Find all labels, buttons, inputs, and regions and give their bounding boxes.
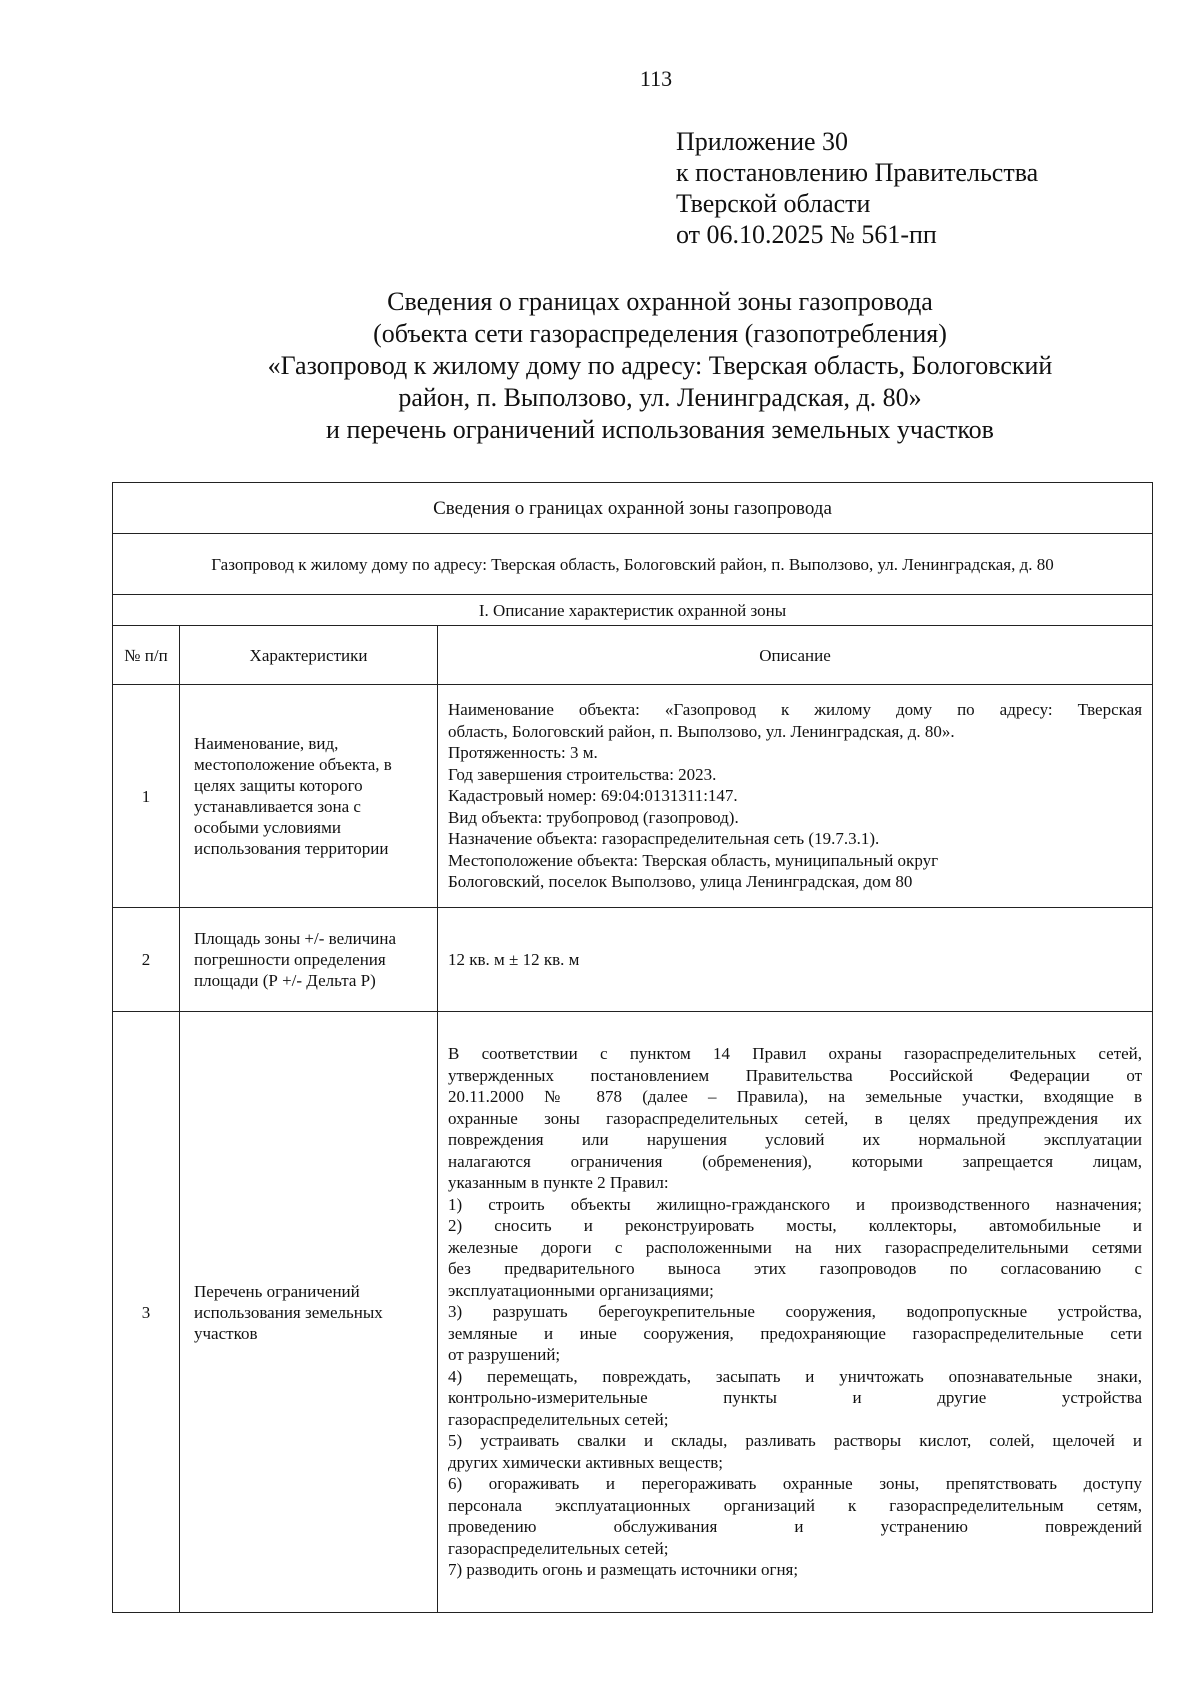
table-section-title: I. Описание характеристик охранной зоны [113,595,1153,626]
title-line: и перечень ограничений использования земельных участков [326,415,994,444]
row-description [438,685,1153,908]
row-description [438,1012,1153,1613]
description-line: Местоположение объекта: Тверская область, муниципальный округ [448,850,939,870]
table-column-header-row [113,626,1153,685]
table-header: Сведения о границах охранной зоны газопровода [113,483,1153,534]
description-line: Наименование объекта: «Газопровод к жилому дому по адресу: Тверская [448,700,1143,720]
row-characteristic: Площадь зоны +/- величина погрешности определения площади (Р +/- Дельта Р) [180,908,438,1012]
description-line: 3) разрушать берегоукрепительные сооружения, водопропускные устройства, [448,1302,1143,1322]
page-number: 113 [639,66,673,91]
protection-zone-table [112,482,1153,1613]
description-line: Год завершения строительства: 2023. [448,764,717,784]
description-line: Кадастровый номер: 69:04:0131311:147. [448,786,738,806]
description-line: Вид объекта: трубопровод (газопровод). [448,807,739,827]
description-line: железные дороги с расположенными на них газораспределительными сетями [448,1237,1143,1257]
description-line: Назначение объекта: газораспределительная сеть (19.7.3.1). [448,829,880,849]
table-row [113,908,1153,1012]
table-section-row [113,595,1153,626]
table-object-name: Газопровод к жилому дому по адресу: Тверская область, Бологовский район, п. Выползово, ул. Ленинградская, д. 80 [113,534,1153,595]
row-characteristic: Наименование, вид, местоположение объекта, в целях защиты которого устанавливается зона с особыми условиями использования территории [180,685,438,908]
table-object-row [113,534,1153,595]
description-line: В соответствии с пунктом 14 Правил охраны газораспределительных сетей, [448,1044,1143,1064]
row-characteristic: Перечень ограничений использования земельных участков [180,1012,438,1613]
row-number: 3 [113,1012,180,1613]
description-line: 7) разводить огонь и размещать источники огня; [448,1560,799,1580]
appendix-block [676,126,1038,250]
description-line: других химически активных веществ; [448,1452,724,1472]
description-line: 4) перемещать, повреждать, засыпать и уничтожать опознавательные знаки, [448,1366,1143,1386]
table-header-row [113,483,1153,534]
description-line: контрольно-измерительные пункты и другие устройства [448,1388,1143,1408]
description-line: повреждения или нарушения условий их нормальной эксплуатации [448,1130,1143,1150]
description-line: 2) сносить и реконструировать мосты, коллекторы, автомобильные и [448,1216,1143,1236]
table-row [113,685,1153,908]
description-line: 20.11.2000 № 878 (далее – Правила), на земельные участки, входящие в [448,1087,1143,1107]
description-line: газораспределительных сетей; [448,1538,669,1558]
appendix-line: к постановлению Правительства [676,158,1039,187]
title-line: (объекта сети газораспределения (газопотребления) [373,319,947,348]
column-header-characteristics: Характеристики [180,626,438,685]
description-line: налагаются ограничения (обременения), которыми запрещается лицам, [448,1151,1143,1171]
description-line: персонала эксплуатационных организаций к газораспределительным сетям, [448,1495,1143,1515]
description-line: утвержденных постановлением Правительства Российской Федерации от [448,1065,1143,1085]
column-header-num: № п/п [113,626,180,685]
description-line: эксплуатационными организациями; [448,1280,714,1300]
description-line: проведению обслуживания и устранению повреждений [448,1517,1143,1537]
title-line: район, п. Выползово, ул. Ленинградская, д. 80» [398,383,922,412]
description-line: Бологовский, поселок Выползово, улица Ленинградская, дом 80 [448,872,913,892]
appendix-line: от 06.10.2025 № 561-пп [676,220,937,249]
row-description: 12 кв. м ± 12 кв. м [438,908,1153,1012]
description-line: охранные зоны газораспределительных сетей, в целях предупреждения их [448,1108,1143,1128]
description-line: 1) строить объекты жилищно-гражданского и производственного назначения; [448,1194,1143,1214]
description-line: газораспределительных сетей; [448,1409,669,1429]
description-line: 6) огораживать и перегораживать охранные зоны, препятствовать доступу [448,1474,1143,1494]
description-line: указанным в пункте 2 Правил: [448,1173,669,1193]
column-header-description: Описание [438,626,1153,685]
appendix-line: Приложение 30 [676,127,849,156]
title-line: «Газопровод к жилому дому по адресу: Тверская область, Бологовский [267,351,1053,380]
document-title [140,286,1180,446]
table-row [113,1012,1153,1613]
row-number: 1 [113,685,180,908]
description-line: Протяженность: 3 м. [448,743,598,763]
title-line: Сведения о границах охранной зоны газопровода [387,287,933,316]
description-line: без предварительного выноса этих газопроводов по согласованию с [448,1259,1143,1279]
description-line: область, Бологовский район, п. Выползово, ул. Ленинградская, д. 80». [448,721,955,741]
row-number: 2 [113,908,180,1012]
description-line: земляные и иные сооружения, предохраняющие газораспределительные сети [448,1323,1143,1343]
description-line: 5) устраивать свалки и склады, разливать растворы кислот, солей, щелочей и [448,1431,1143,1451]
description-line: от разрушений; [448,1345,561,1365]
appendix-line: Тверской области [676,189,871,218]
